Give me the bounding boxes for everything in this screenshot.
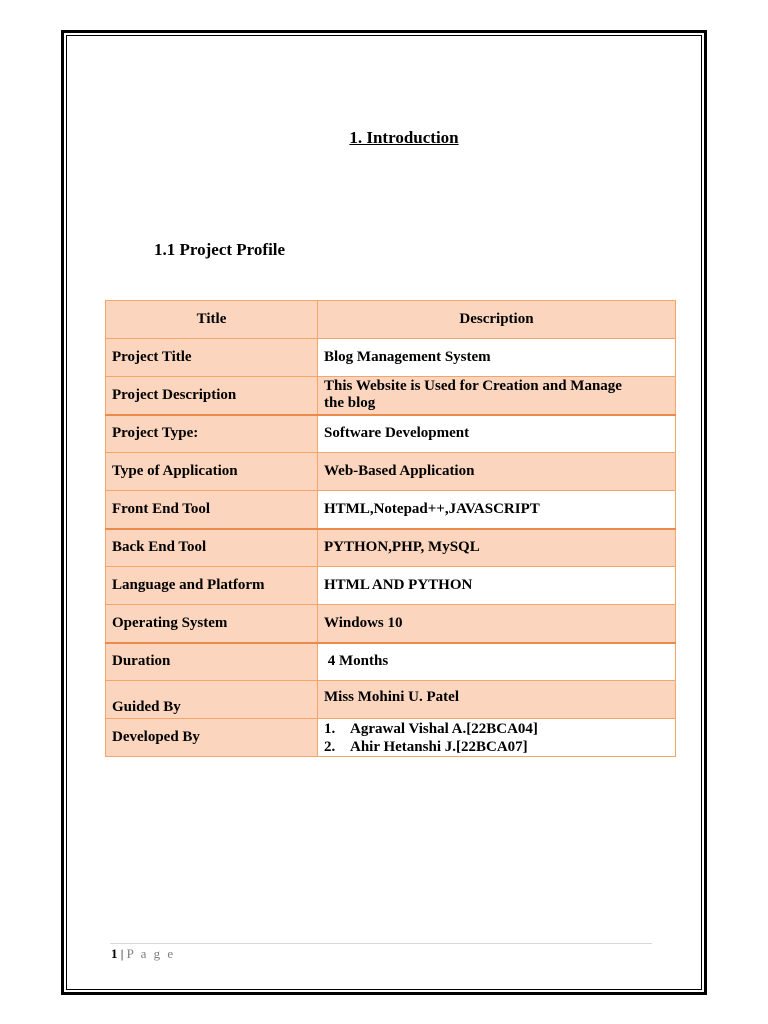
row-label: Guided By bbox=[106, 681, 318, 719]
list-item bbox=[324, 738, 669, 756]
table-header-row bbox=[106, 301, 676, 339]
header-title: Title bbox=[106, 301, 318, 339]
row-value: HTML,Notepad++,JAVASCRIPT bbox=[318, 491, 676, 529]
list-number: 2. bbox=[324, 738, 336, 755]
footer-separator: | bbox=[120, 946, 124, 961]
row-value: PYTHON,PHP, MySQL bbox=[318, 529, 676, 567]
row-value-line: This Website is Used for Creation and Manage bbox=[324, 378, 622, 395]
table-row bbox=[106, 567, 676, 605]
table-row bbox=[106, 643, 676, 681]
row-value: Software Development bbox=[318, 415, 676, 453]
row-value bbox=[318, 719, 676, 757]
developer-list bbox=[324, 720, 669, 756]
table-row bbox=[106, 453, 676, 491]
developer-name: Agrawal Vishal A.[22BCA04] bbox=[350, 720, 538, 737]
row-value: HTML AND PYTHON bbox=[318, 567, 676, 605]
row-value bbox=[318, 377, 676, 415]
table-row bbox=[106, 377, 676, 415]
header-description: Description bbox=[318, 301, 676, 339]
page-footer bbox=[111, 946, 175, 962]
row-value bbox=[318, 643, 676, 681]
table-row bbox=[106, 491, 676, 529]
row-value: Web-Based Application bbox=[318, 453, 676, 491]
row-label: Developed By bbox=[106, 719, 318, 757]
page-number: 1 bbox=[111, 946, 118, 961]
developer-name: Ahir Hetanshi J.[22BCA07] bbox=[350, 738, 528, 755]
table-row bbox=[106, 415, 676, 453]
table-row bbox=[106, 719, 676, 757]
table-row bbox=[106, 605, 676, 643]
footer-divider bbox=[110, 943, 652, 944]
list-number: 1. bbox=[324, 720, 336, 737]
row-label: Language and Platform bbox=[106, 567, 318, 605]
row-value: Windows 10 bbox=[318, 605, 676, 643]
table-row bbox=[106, 339, 676, 377]
table-row bbox=[106, 529, 676, 567]
row-label: Duration bbox=[106, 643, 318, 681]
row-value-line: the blog bbox=[324, 395, 376, 412]
row-label: Back End Tool bbox=[106, 529, 318, 567]
subsection-heading: 1.1 Project Profile bbox=[154, 240, 286, 259]
row-label: Project Description bbox=[106, 377, 318, 415]
section-heading: 1. Introduction bbox=[349, 128, 459, 147]
row-label: Operating System bbox=[106, 605, 318, 643]
row-value: Blog Management System bbox=[318, 339, 676, 377]
project-profile-table bbox=[105, 300, 676, 757]
row-label: Front End Tool bbox=[106, 491, 318, 529]
duration-value: 4 Months bbox=[327, 653, 389, 670]
page-label: P a g e bbox=[126, 946, 176, 961]
list-item bbox=[324, 720, 669, 738]
row-value: Miss Mohini U. Patel bbox=[318, 681, 676, 719]
row-label: Project Type: bbox=[106, 415, 318, 453]
row-label: Project Title bbox=[106, 339, 318, 377]
table-row bbox=[106, 681, 676, 719]
row-label: Type of Application bbox=[106, 453, 318, 491]
